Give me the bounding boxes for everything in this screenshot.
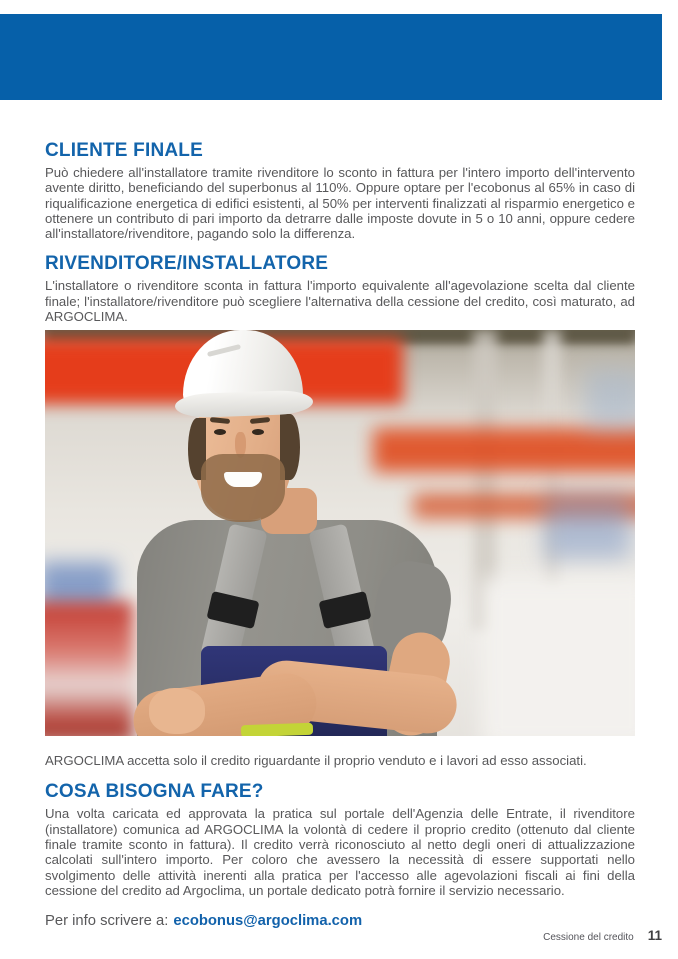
photo-bg-blue-blur-far	[585, 370, 635, 430]
section-cosa-bisogna-fare	[45, 781, 635, 898]
section-rivenditore-installatore	[45, 253, 635, 324]
section-body-cosa-bisogna-fare: Una volta caricata ed approvata la pratica sul portale dell'Agenzia delle Entrate, il rivenditore (installatore) comunica ad ARGOCLIMA la volontà di cedere il proprio credito (ottenuto dal cliente finale tramite sconto in fattura). Il credito verrà riconosciuto al netto degli oneri di attualizzazione calcolati sull'intero importo. Per coloro che avessero la necessità di essere supportati nello svolgimento delle attività inerenti alla pratica per l'accesso alle agevolazioni fiscali ai fini della cessione del credito ad Argoclima, un portale dedicato potrà fornire il servizio necessario.	[45, 806, 635, 898]
page-content	[45, 100, 635, 929]
photo-bg-blue-blur-right	[545, 495, 631, 559]
section-heading-cosa-bisogna-fare: COSA BISOGNA FARE?	[45, 781, 264, 803]
section-heading-cliente-finale: CLIENTE FINALE	[45, 140, 203, 161]
footer-page-number: 11	[647, 928, 662, 943]
contact-email-link[interactable]: ecobonus@argoclima.com	[173, 913, 363, 930]
photo-bg-red-crane-right	[373, 428, 635, 472]
photo-bg-shelf-left	[45, 602, 133, 736]
section-body-cliente-finale: Può chiedere all'installatore tramite rivenditore lo sconto in fattura per l'intero importo dell'intervento avente diritto, beneficiando del superbonus al 110%. Oppure optare per l'ecobonus al 65% in caso di riqualificazione energetica di edifici esistenti, al 50% per interventi finalizzati al risparmio energetico e ottenere un contributo di pari importo da detrarre dalle imposte dovute in 5 o 10 anni, oppure cedere all'installatore/rivenditore, pagando solo la differenza.	[45, 165, 635, 242]
contact-line	[45, 913, 635, 929]
contact-label: Per info scrivere a:	[45, 913, 169, 930]
worker-beard	[201, 454, 285, 522]
top-banner	[0, 14, 662, 100]
worker-hand	[149, 688, 205, 734]
photo-bg-white-blur-right	[481, 578, 635, 736]
section-body-rivenditore: L'installatore o rivenditore sconta in fattura l'importo equivalente all'agevolazione scelta dal cliente finale; l'installatore/rivenditore può scegliere l'alternativa della cessione del credito, così maturato, ad ARGOCLIMA.	[45, 278, 635, 325]
section-heading-rivenditore: RIVENDITORE/INSTALLATORE	[45, 253, 329, 275]
section-cliente-finale	[45, 140, 635, 241]
page-footer	[543, 928, 662, 943]
worker-hiviz-strip	[241, 723, 313, 736]
worker-photo	[45, 330, 635, 736]
photo-caption: ARGOCLIMA accetta solo il credito riguardante il proprio venduto e i lavori ad esso associati.	[45, 753, 587, 769]
footer-section-label: Cessione del credito	[543, 932, 634, 943]
